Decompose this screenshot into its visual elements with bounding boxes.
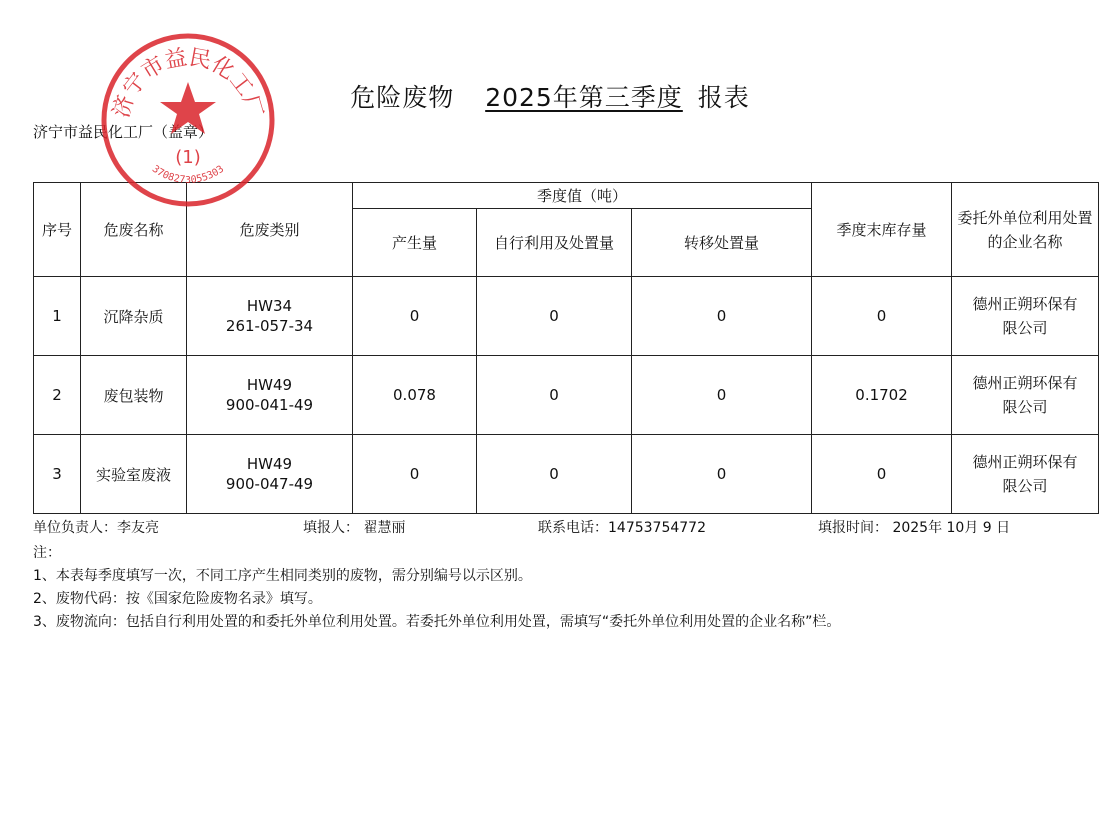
table-row xyxy=(34,435,1099,514)
cell-name: 沉降杂质 xyxy=(81,277,187,356)
cell-self-use: 0 xyxy=(477,277,632,356)
cell-category xyxy=(187,356,353,435)
official-seal xyxy=(98,30,278,210)
header-transfer: 转移处置量 xyxy=(632,209,812,277)
table-row xyxy=(34,277,1099,356)
footer-phone: 联系电话：14753754772 xyxy=(538,520,706,536)
title-period: 2025年第三季度 xyxy=(485,83,683,112)
cell-produced: 0 xyxy=(353,435,477,514)
note-item: 3、废物流向：包括自行利用处置的和委托外单位利用处置。若委托外单位利用处置，需填写“委托外单位利用处置的企业名称”栏。 xyxy=(33,614,841,630)
note-item: 1、本表每季度填写一次，不同工序产生相同类别的废物，需分别编号以示区别。 xyxy=(33,568,532,584)
cell-seq: 3 xyxy=(34,435,81,514)
cell-transfer: 0 xyxy=(632,356,812,435)
cell-code1: HW34 xyxy=(246,297,293,315)
cell-seq: 2 xyxy=(34,356,81,435)
cell-category xyxy=(187,435,353,514)
title-suffix: 报表 xyxy=(697,83,750,112)
header-produced: 产生量 xyxy=(353,209,477,277)
cell-produced: 0.078 xyxy=(353,356,477,435)
header-company: 委托外单位利用处置的企业名称 xyxy=(952,183,1099,277)
cell-name: 废包装物 xyxy=(81,356,187,435)
cell-self-use: 0 xyxy=(477,435,632,514)
seal-code: 3708273055303 xyxy=(149,163,227,186)
seal-star-icon xyxy=(160,82,216,134)
footer-date: 填报时间： 2025年 10月 9 日 xyxy=(818,520,1011,536)
cell-stock: 0.1702 xyxy=(812,356,952,435)
header-seq: 序号 xyxy=(34,183,81,277)
header-stock: 季度末库存量 xyxy=(812,183,952,277)
cell-code2: 261-057-34 xyxy=(225,317,314,335)
cell-code2: 900-047-49 xyxy=(225,475,314,493)
cell-code1: HW49 xyxy=(246,376,293,394)
title-prefix: 危险废物 xyxy=(350,83,455,112)
note-heading: 注： xyxy=(33,545,61,561)
cell-stock: 0 xyxy=(812,277,952,356)
cell-produced: 0 xyxy=(353,277,477,356)
cell-self-use: 0 xyxy=(477,356,632,435)
cell-stock: 0 xyxy=(812,435,952,514)
cell-seq: 1 xyxy=(34,277,81,356)
header-self-use: 自行利用及处置量 xyxy=(477,209,632,277)
cell-transfer: 0 xyxy=(632,277,812,356)
table-row xyxy=(34,356,1099,435)
cell-company: 德州正朔环保有限公司 xyxy=(952,435,1099,514)
note-item: 2、废物代码：按《国家危险废物名录》填写。 xyxy=(33,591,322,607)
cell-transfer: 0 xyxy=(632,435,812,514)
cell-company: 德州正朔环保有限公司 xyxy=(952,356,1099,435)
seal-number: (1) xyxy=(175,147,201,168)
cell-name: 实验室废液 xyxy=(81,435,187,514)
notes xyxy=(33,542,840,634)
cell-company: 德州正朔环保有限公司 xyxy=(952,277,1099,356)
footer-leader: 单位负责人：李友亮 xyxy=(33,520,159,536)
cell-code1: HW49 xyxy=(246,455,293,473)
header-name: 危废名称 xyxy=(81,183,187,277)
header-category: 危废类别 xyxy=(187,183,353,277)
header-quarter-group: 季度值（吨） xyxy=(353,183,812,209)
seal-name: 济宁市益民化工厂 xyxy=(109,45,267,121)
footer-filler: 填报人： 翟慧丽 xyxy=(303,520,406,536)
company-line: 济宁市益民化工厂（盖章） xyxy=(33,123,214,141)
cell-category xyxy=(187,277,353,356)
waste-report-table xyxy=(33,182,1099,514)
cell-code2: 900-041-49 xyxy=(225,396,314,414)
